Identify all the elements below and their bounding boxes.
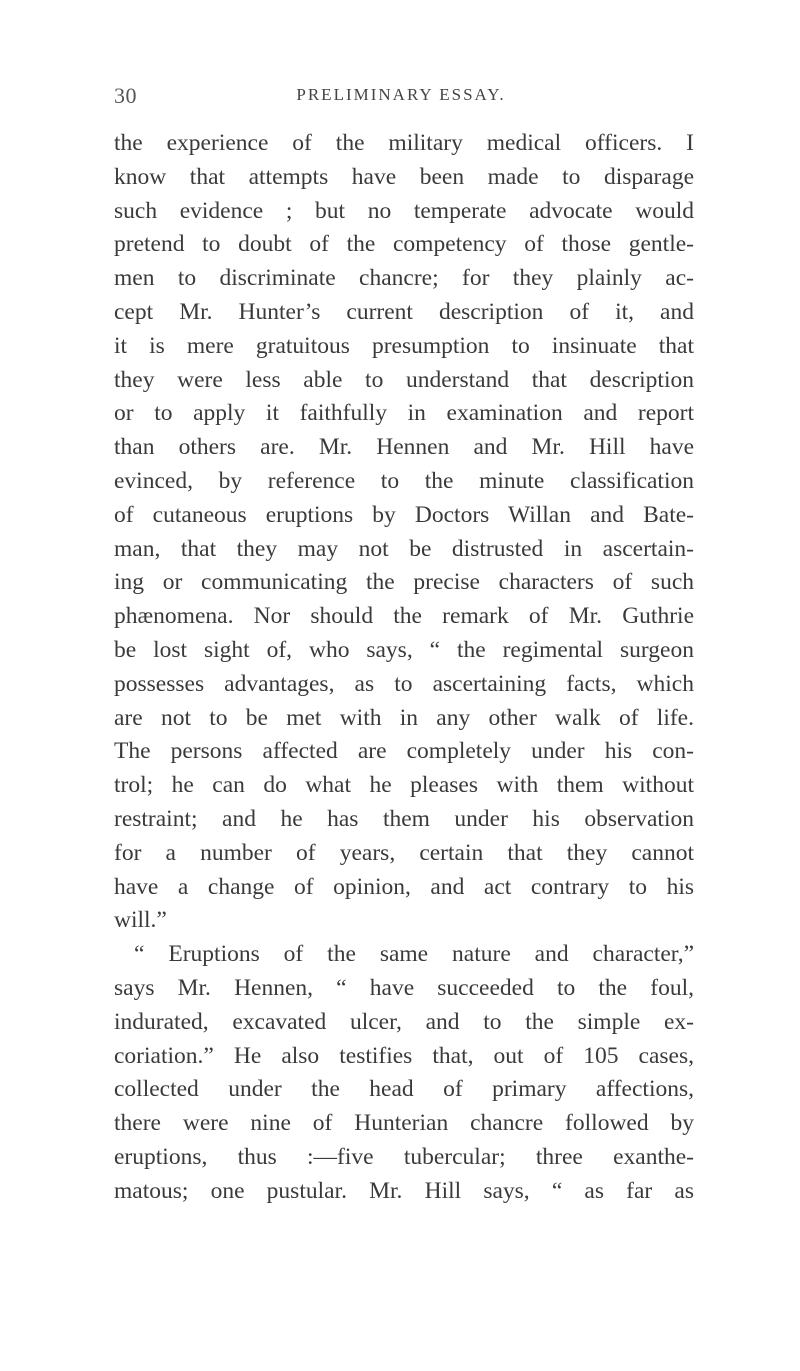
text-line: are not to be met with in any other walk of life. <box>114 704 694 731</box>
text-line: men to discriminate chancre; for they plainly ac- <box>114 265 694 292</box>
text-line: phænomena. Nor should the remark of Mr. Guthrie <box>114 603 694 630</box>
text-line: it is mere gratuitous presumption to insinuate that <box>114 332 694 359</box>
text-line: or to apply it faithfully in examination and report <box>114 400 694 427</box>
running-head <box>114 83 688 113</box>
page-number: 30 <box>114 83 137 108</box>
text-line: says Mr. Hennen, “ have succeeded to the foul, <box>114 974 694 1001</box>
text-line: cept Mr. Hunter’s current description of it, and <box>114 298 694 325</box>
text-line: have a change of opinion, and act contrary to his <box>114 873 694 900</box>
text-line: coriation.” He also testifies that, out of 105 cases, <box>114 1042 694 1069</box>
running-title: PRELIMINARY ESSAY. <box>296 85 506 104</box>
text-line: the experience of the military medical officers. I <box>114 130 694 156</box>
text-line: know that attempts have been made to disparage <box>114 163 694 190</box>
text-line: pretend to doubt of the competency of those gentle- <box>114 231 694 258</box>
text-line: they were less able to understand that description <box>114 366 694 393</box>
text-line: there were nine of Hunterian chancre followed by <box>114 1110 694 1137</box>
text-line: possesses advantages, as to ascertaining facts, which <box>114 670 694 697</box>
text-line: be lost sight of, who says, “ the regimental surgeon <box>114 636 694 663</box>
text-line: “ Eruptions of the same nature and character,” <box>134 941 694 968</box>
text-line: will.” <box>114 907 167 934</box>
text-line: evinced, by reference to the minute classification <box>114 467 694 494</box>
text-line: than others are. Mr. Hennen and Mr. Hill have <box>114 434 694 461</box>
text-line: indurated, excavated ulcer, and to the simple ex- <box>114 1008 694 1035</box>
body-text <box>114 127 694 1209</box>
text-line: restraint; and he has them under his observation <box>114 805 694 832</box>
text-line: matous; one pustular. Mr. Hill says, “ as far as <box>114 1177 694 1204</box>
text-line: for a number of years, certain that they cannot <box>114 839 694 866</box>
text-line: of cutaneous eruptions by Doctors Willan and Bate- <box>114 501 694 528</box>
text-line: collected under the head of primary affections, <box>114 1076 694 1103</box>
text-line: man, that they may not be distrusted in ascertain- <box>114 535 694 562</box>
text-line: ing or communicating the precise characters of such <box>114 569 694 596</box>
text-line: such evidence ; but no temperate advocate would <box>114 197 694 224</box>
text-line: The persons affected are completely under his con- <box>114 738 694 765</box>
text-line: trol; he can do what he pleases with them without <box>114 772 694 799</box>
text-line: eruptions, thus :—five tubercular; three exanthe- <box>114 1143 694 1170</box>
